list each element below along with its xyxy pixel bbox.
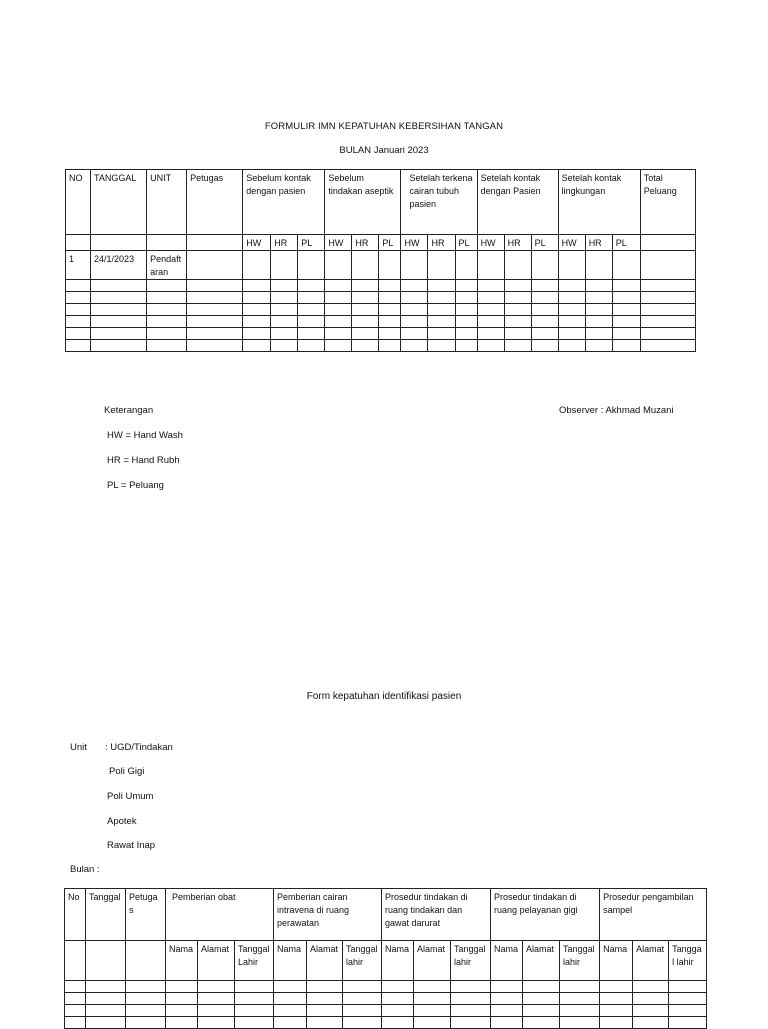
sub-nama: Nama bbox=[274, 941, 307, 981]
table-row bbox=[66, 340, 696, 352]
form1-subtitle: BULAN Januari 2023 bbox=[339, 145, 429, 156]
col-unit: UNIT bbox=[147, 170, 187, 235]
sub-alamat: Alamat bbox=[633, 941, 669, 981]
sub-nama: Nama bbox=[382, 941, 414, 981]
sub-hr: HR bbox=[352, 235, 379, 251]
col-moment-5: Setelah kontak lingkungan bbox=[558, 170, 640, 235]
table-row bbox=[66, 316, 696, 328]
sub-hw: HW bbox=[477, 235, 504, 251]
table-row bbox=[66, 304, 696, 316]
sub-pl: PL bbox=[379, 235, 401, 251]
group-pemberian-obat: Pemberian obat bbox=[166, 889, 274, 941]
form1-title: FORMULIR IMN KEPATUHAN KEBERSIHAN TANGAN bbox=[264, 121, 504, 132]
sub-nama: Nama bbox=[600, 941, 633, 981]
sub-hw: HW bbox=[243, 235, 271, 251]
observer: Observer : Akhmad Muzani bbox=[559, 405, 674, 416]
table-row bbox=[65, 1017, 707, 1029]
sub-alamat: Alamat bbox=[307, 941, 343, 981]
sub-nama: Nama bbox=[166, 941, 198, 981]
sub-nama: Nama bbox=[491, 941, 523, 981]
table-row bbox=[66, 292, 696, 304]
sub-tanggal-lahir: Tanggal lahir bbox=[343, 941, 382, 981]
sub-pl: PL bbox=[455, 235, 477, 251]
form2-title: Form kepatuhan identifikasi pasien bbox=[306, 691, 462, 702]
sub-tanggal-lahir: Tanggal lahir bbox=[669, 941, 707, 981]
unit-option: Poli Gigi bbox=[109, 766, 145, 777]
sub-tanggal-lahir: Tanggal lahir bbox=[451, 941, 491, 981]
sub-pl: PL bbox=[531, 235, 558, 251]
sub-hw: HW bbox=[401, 235, 428, 251]
legend-item-pl: PL = Peluang bbox=[107, 480, 164, 491]
col-moment-2: Sebelum tindakan aseptik bbox=[325, 170, 401, 235]
group-pelayanan-gigi: Prosedur tindakan di ruang pelayanan gigi bbox=[491, 889, 600, 941]
unit-option: Rawat Inap bbox=[107, 840, 156, 851]
col-petugas: Petugas bbox=[126, 889, 166, 941]
sub-hr: HR bbox=[585, 235, 612, 251]
sub-alamat: Alamat bbox=[414, 941, 451, 981]
sub-tanggal-lahir: Tanggal lahir bbox=[560, 941, 600, 981]
table-row bbox=[65, 981, 707, 993]
unit-label: Unit bbox=[70, 742, 87, 753]
group-cairan-intravena: Pemberian cairan intravena di ruang perawatan bbox=[274, 889, 382, 941]
unit-option: Apotek bbox=[107, 816, 137, 827]
col-petugas: Petugas bbox=[187, 170, 243, 235]
row-no: 1 bbox=[66, 251, 91, 280]
sub-pl: PL bbox=[612, 235, 640, 251]
unit-option: Poli Umum bbox=[107, 791, 154, 802]
sub-alamat: Alamat bbox=[198, 941, 235, 981]
col-tanggal: TANGGAL bbox=[91, 170, 147, 235]
sub-pl: PL bbox=[298, 235, 325, 251]
unit-option: : UGD/Tindakan bbox=[105, 742, 173, 753]
table-row bbox=[66, 328, 696, 340]
col-moment-4: Setelah kontak dengan Pasien bbox=[477, 170, 558, 235]
col-moment-1: Sebelum kontak dengan pasien bbox=[243, 170, 325, 235]
sub-hr: HR bbox=[504, 235, 531, 251]
table-row bbox=[65, 1005, 707, 1017]
legend-title: Keterangan bbox=[104, 405, 154, 416]
sub-alamat: Alamat bbox=[523, 941, 560, 981]
col-no: No bbox=[65, 889, 86, 941]
bulan-label: Bulan : bbox=[70, 864, 100, 875]
table-row bbox=[66, 251, 696, 280]
hand-hygiene-table bbox=[65, 169, 696, 352]
col-tanggal: Tanggal bbox=[86, 889, 126, 941]
col-no: NO bbox=[66, 170, 91, 235]
row-tanggal: 24/1/2023 bbox=[91, 251, 147, 280]
patient-id-table bbox=[64, 888, 707, 1029]
table-row bbox=[66, 280, 696, 292]
col-moment-3: Setelah terkena cairan tubuh pasien bbox=[401, 170, 477, 235]
sub-tanggal-lahir: Tanggal Lahir bbox=[235, 941, 274, 981]
table-row bbox=[65, 993, 707, 1005]
legend-item-hw: HW = Hand Wash bbox=[107, 430, 183, 441]
sub-hr: HR bbox=[271, 235, 298, 251]
group-pengambilan-sampel: Prosedur pengambilan sampel bbox=[600, 889, 707, 941]
legend-item-hr: HR = Hand Rubh bbox=[107, 455, 180, 466]
col-total: Total Peluang bbox=[640, 170, 695, 235]
sub-hw: HW bbox=[558, 235, 585, 251]
row-unit: Pendaftaran bbox=[147, 251, 187, 280]
sub-hr: HR bbox=[428, 235, 455, 251]
group-tindakan-ugd: Prosedur tindakan di ruang tindakan dan gawat darurat bbox=[382, 889, 491, 941]
sub-hw: HW bbox=[325, 235, 352, 251]
